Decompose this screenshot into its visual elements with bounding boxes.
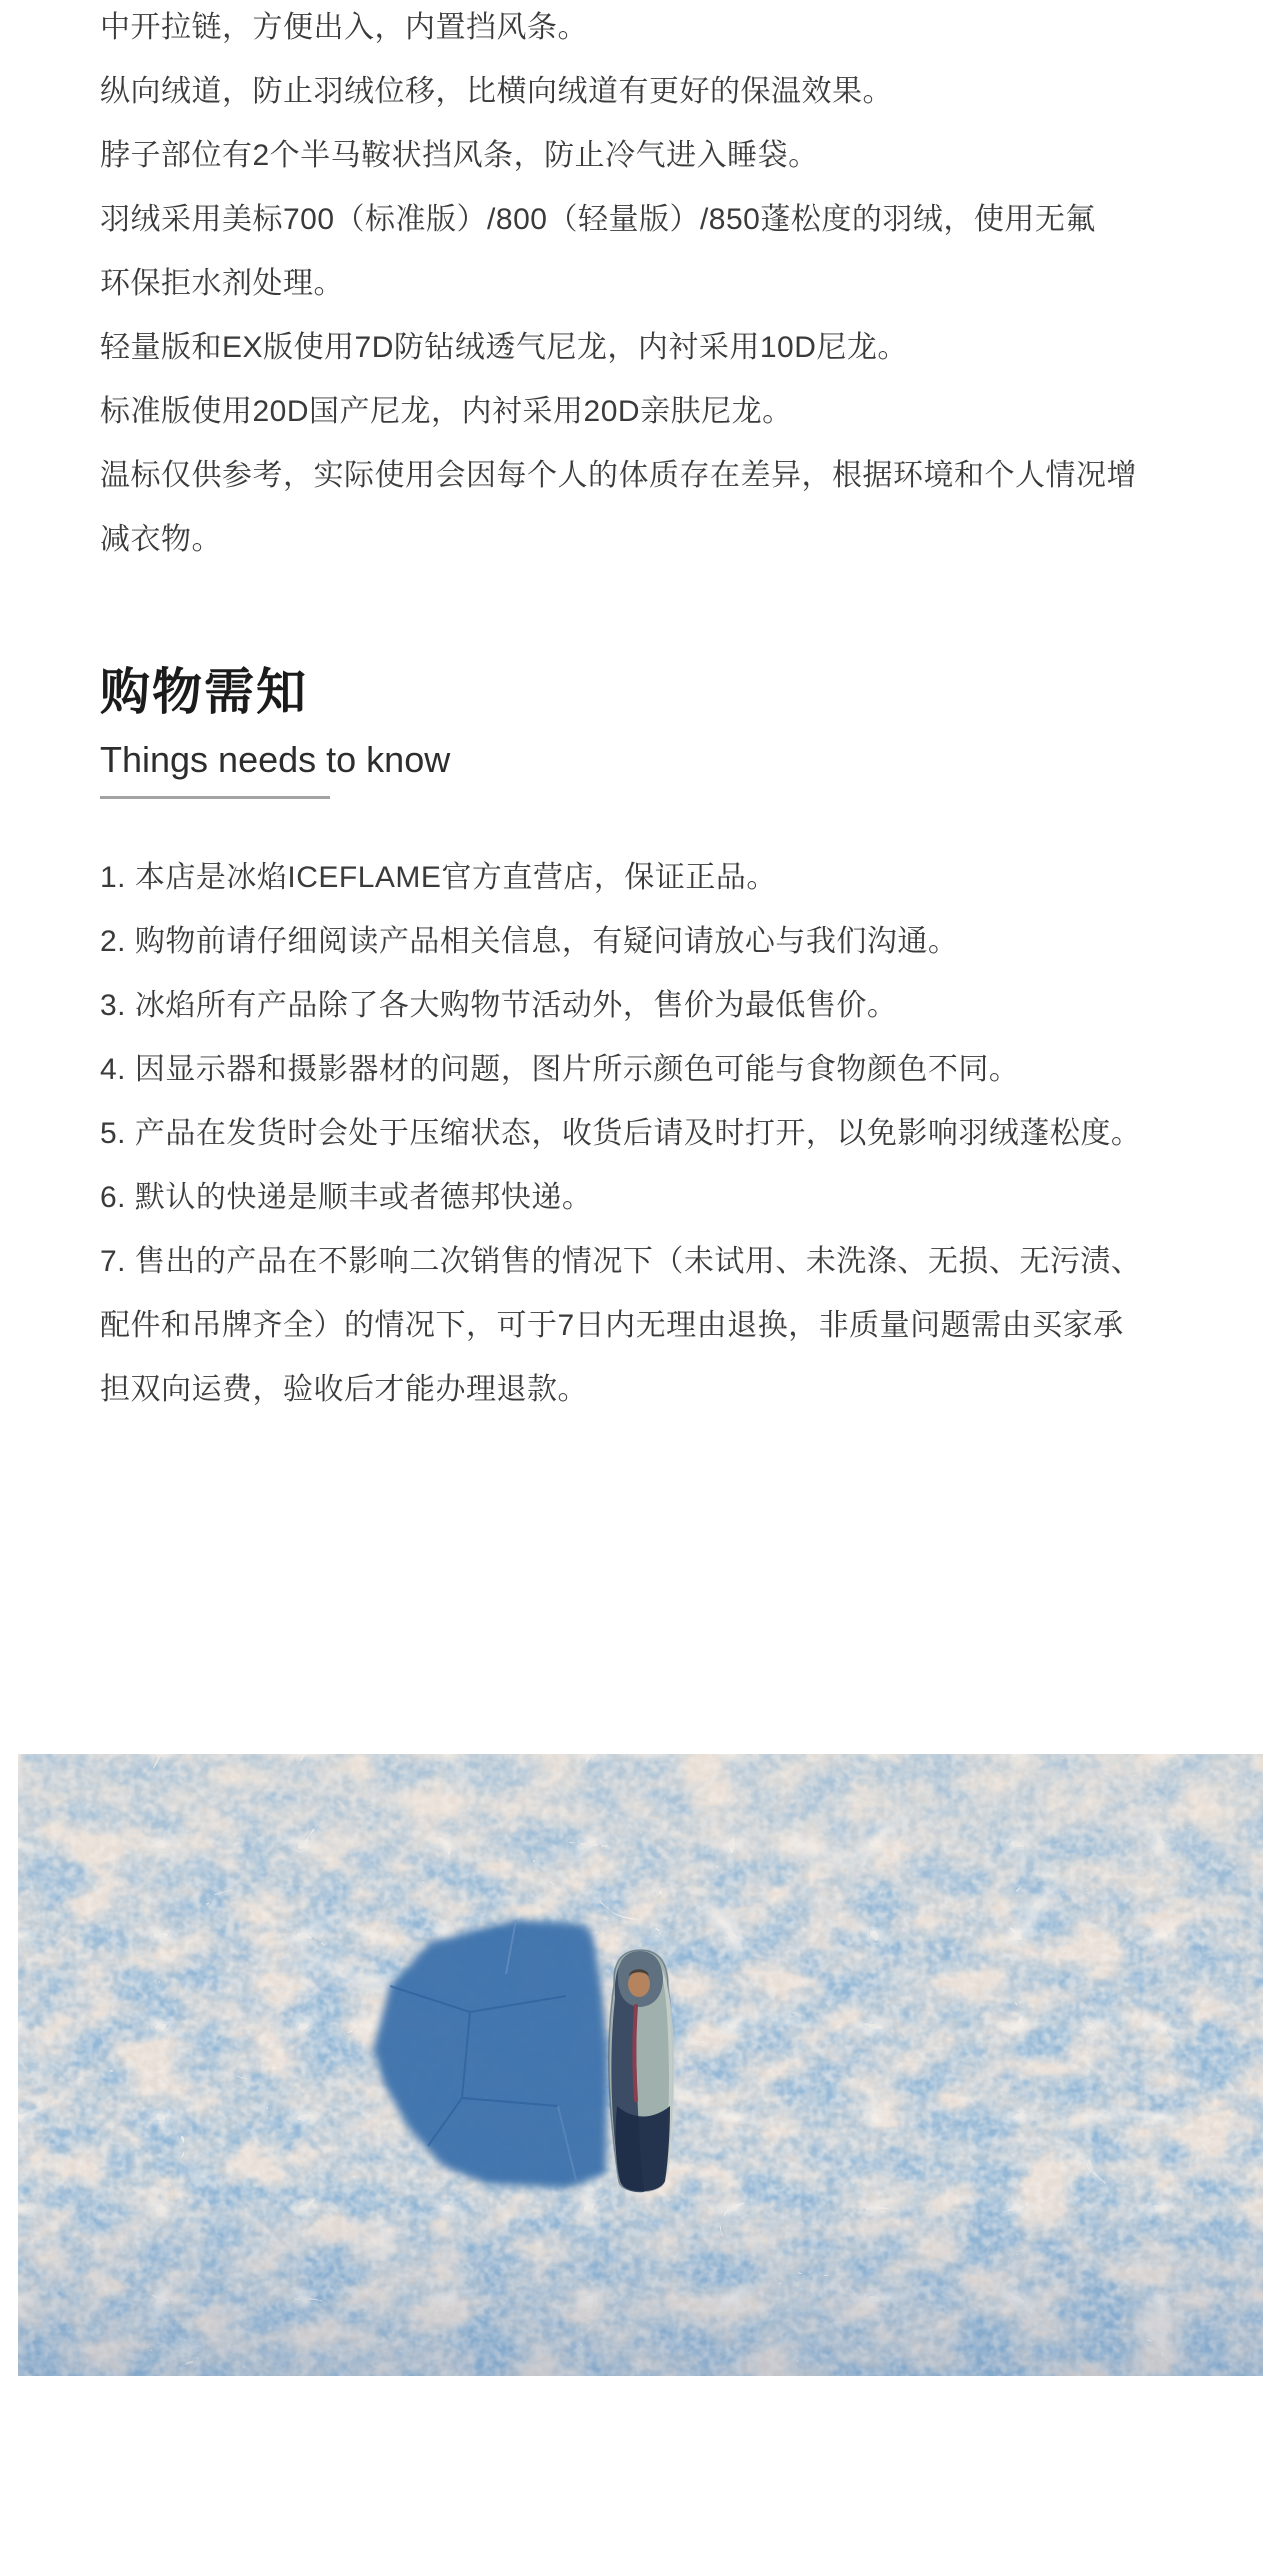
- note-line: 7. 售出的产品在不影响二次销售的情况下（未试用、未洗涤、无损、无污渍、: [100, 1245, 1142, 1278]
- note-line: 5. 产品在发货时会处于压缩状态，收货后请及时打开，以免影响羽绒蓬松度。: [100, 1117, 1142, 1150]
- note-line: 2. 购物前请仔细阅读产品相关信息，有疑问请放心与我们沟通。: [100, 925, 959, 958]
- note-line: 3. 冰焰所有产品除了各大购物节活动外，售价为最低售价。: [100, 989, 898, 1022]
- feature-line: 轻量版和EX版使用7D防钻绒透气尼龙，内衬采用10D尼龙。: [100, 331, 908, 364]
- note-line: 6. 默认的快递是顺丰或者德邦快递。: [100, 1181, 593, 1214]
- note-line: 担双向运费，验收后才能办理退款。: [100, 1373, 588, 1406]
- salt-flat-photo: [18, 1754, 1263, 2376]
- note-line: 1. 本店是冰焰ICEFLAME官方直营店，保证正品。: [100, 861, 777, 894]
- feature-text-block: [100, 0, 1190, 572]
- feature-line: 中开拉链，方便出入，内置挡风条。: [100, 11, 588, 44]
- feature-line: 纵向绒道，防止羽绒位移，比横向绒道有更好的保温效果。: [100, 75, 893, 108]
- feature-line: 脖子部位有2个半马鞍状挡风条，防止冷气进入睡袋。: [100, 139, 819, 172]
- shopping-notes-block: [100, 846, 1190, 1422]
- section-title: 购物需知: [100, 664, 308, 720]
- shopping-notice-header: [100, 662, 450, 799]
- title-underline: [100, 796, 330, 799]
- feature-line: 减衣物。: [100, 523, 222, 556]
- feature-line: 羽绒采用美标700（标准版）/800（轻量版）/850蓬松度的羽绒，使用无氟: [100, 203, 1096, 236]
- feature-line: 标准版使用20D国产尼龙，内衬采用20D亲肤尼龙。: [100, 395, 793, 428]
- note-line: 配件和吊牌齐全）的情况下，可于7日内无理由退换，非质量问题需由买家承: [100, 1309, 1124, 1342]
- feature-line: 温标仅供参考，实际使用会因每个人的体质存在差异，根据环境和个人情况增: [100, 459, 1137, 492]
- feature-line: 环保拒水剂处理。: [100, 267, 344, 300]
- section-subtitle: Things needs to know: [100, 739, 451, 780]
- note-line: 4. 因显示器和摄影器材的问题，图片所示颜色可能与食物颜色不同。: [100, 1053, 1020, 1086]
